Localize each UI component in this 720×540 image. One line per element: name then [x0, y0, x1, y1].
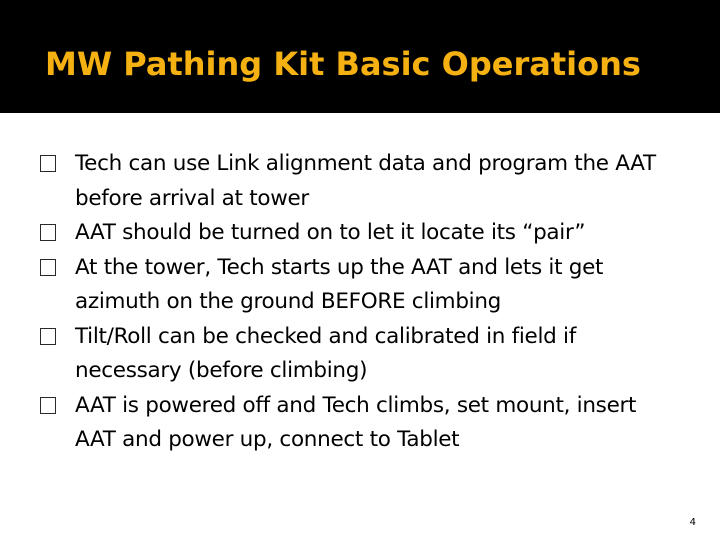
- box-bullet-icon: [40, 155, 56, 172]
- bullet-text: AAT is powered off and Tech climbs, set mount, insert AAT and power up, connect to Tablet: [75, 392, 637, 452]
- bullet-text: AAT should be turned on to let it locate its “pair”: [75, 220, 586, 245]
- bullet-item: [40, 147, 680, 216]
- bullet-list: [40, 147, 680, 458]
- bullet-item: [40, 320, 680, 389]
- bullet-item: [40, 251, 680, 320]
- bullet-text: Tilt/Roll can be checked and calibrated in field if necessary (before climbing): [75, 323, 576, 383]
- box-bullet-icon: [40, 224, 56, 241]
- page-number: 4: [689, 517, 696, 528]
- bullet-item: [40, 389, 680, 458]
- box-bullet-icon: [40, 328, 56, 345]
- bullet-item: [40, 216, 680, 251]
- box-bullet-icon: [40, 259, 56, 276]
- bullet-text: At the tower, Tech starts up the AAT and lets it get azimuth on the ground BEFORE climbing: [75, 254, 604, 314]
- box-bullet-icon: [40, 397, 56, 414]
- slide-title: MW Pathing Kit Basic Operations: [45, 45, 641, 83]
- bullet-text: Tech can use Link alignment data and program the AAT before arrival at tower: [75, 151, 656, 211]
- title-bar: [0, 0, 720, 113]
